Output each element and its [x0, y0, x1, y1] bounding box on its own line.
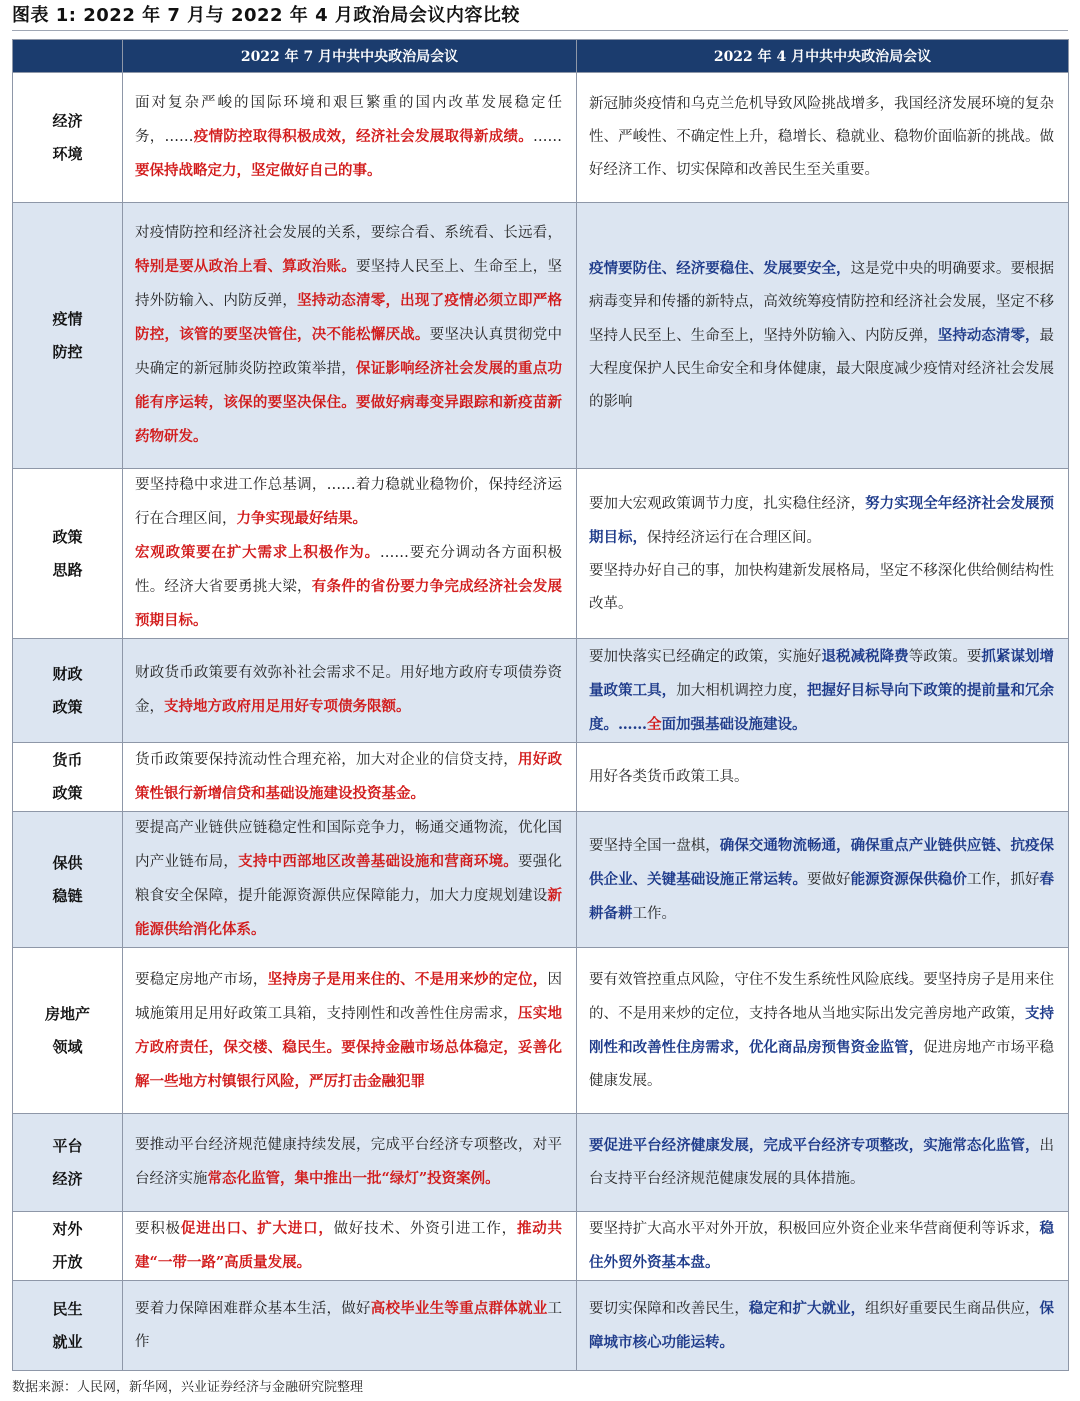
text-segment: 用好各类货币政策工具。 [589, 768, 749, 785]
highlight-blue: 支持刚性和改善性住房需求，优化商品房预售资金监管， [589, 1004, 1055, 1056]
july-cell [123, 469, 577, 639]
text-paragraph [589, 829, 1054, 931]
text-segment: 组织好重要民生商品供应， [865, 1300, 1040, 1317]
highlight-red: 压实地方政府责任，保交楼、稳民生。要保持金融市场总体稳定，妥善化解一些地方村镇银行风险，严厉打击金融犯罪 [135, 1004, 563, 1090]
category-label: 政策 [52, 784, 83, 802]
text-segment: 要做好 [806, 871, 851, 888]
category-label: 房地产 [44, 1004, 90, 1023]
july-cell [123, 1281, 577, 1371]
text-paragraph [135, 657, 562, 724]
text-paragraph [589, 1129, 1054, 1196]
highlight-red: 推动共建“一带一路”高质量发展。 [135, 1220, 563, 1271]
text-paragraph [135, 469, 562, 536]
text-segment: 货币政策要保持流动性合理充裕，加大对企业的信贷支持， [135, 752, 519, 768]
april-cell [577, 1212, 1069, 1281]
category-cell [13, 469, 123, 639]
category-label: 开放 [52, 1253, 83, 1271]
highlight-red: 宏观政策要在扩大需求上积极作为。 [135, 544, 380, 561]
text-segment: 对疫情防控和经济社会发展的关系，要综合看、系统看、长远看， [135, 225, 562, 241]
text-segment: ……要充分调动各方面积极性。经济大省要勇挑大梁， [135, 545, 562, 595]
july-cell [123, 203, 577, 469]
category-label: 防控 [52, 342, 83, 361]
table-row [13, 469, 1069, 639]
category-cell [13, 639, 123, 743]
text-segment: 工作 [135, 1301, 563, 1350]
april-cell [577, 639, 1069, 743]
text-paragraph [135, 1129, 562, 1196]
table-header-row [13, 40, 1069, 73]
text-segment: 要稳定房地产市场， [135, 971, 268, 988]
category-label: 领域 [52, 1037, 83, 1056]
text-paragraph [135, 536, 562, 638]
text-paragraph [135, 1212, 562, 1280]
category-label: 政策 [52, 697, 83, 716]
highlight-blue: 能源资源保供稳价 [850, 870, 967, 888]
april-cell [577, 73, 1069, 203]
text-paragraph [135, 812, 562, 947]
text-segment: 要切实保障和改善民生， [589, 1300, 749, 1317]
category-label: 就业 [52, 1332, 83, 1351]
category-cell [13, 948, 123, 1114]
category-label: 保供 [52, 853, 83, 872]
july-cell [123, 1212, 577, 1281]
highlight-blue: 退税减税降费 [821, 647, 909, 665]
category-cell [13, 73, 123, 203]
july-cell [123, 639, 577, 743]
text-paragraph [135, 743, 562, 811]
text-paragraph [589, 487, 1054, 555]
text-segment: 要坚持全国一盘棋， [589, 837, 720, 854]
text-segment: 保持经济运行在合理区间。 [647, 529, 821, 546]
category-label: 思路 [52, 560, 83, 579]
header-april: 2022 年 4 月中共中央政治局会议 [577, 40, 1069, 73]
text-paragraph [135, 1292, 562, 1359]
text-segment: 因城施策用足用好政策工具箱，支持刚性和改善性住房需求， [135, 971, 563, 1022]
highlight-blue: 疫情要防住、经济要稳住、发展要安全， [589, 260, 851, 277]
highlight-blue: 稳定和扩大就业， [748, 1299, 866, 1317]
text-segment: 要提高产业链供应链稳定性和国际竞争力，畅通交通物流，优化国内产业链布局， [135, 820, 562, 870]
text-segment: 要强化粮食安全保障，提升能源资源供应保障能力，加大力度规划建设 [135, 854, 563, 904]
table-row [13, 1114, 1069, 1212]
highlight-blue: 坚持动态清零， [937, 327, 1040, 344]
highlight-blue: 保障城市核心功能运转。 [589, 1299, 1055, 1351]
text-segment: 要加快落实已经确定的政策，实施好 [589, 648, 822, 665]
highlight-blue: 要促进平台经济健康发展，完成平台经济专项整改，实施常态化监管， [589, 1137, 1040, 1154]
figure-title: 图表 1: 2022 年 7 月与 2022 年 4 月政治局会议内容比较 [12, 5, 520, 26]
text-segment: 新冠肺炎疫情和乌克兰危机导致风险挑战增多，我国经济发展环境的复杂性、严峻性、不确定性上升，稳增长、稳就业、稳物价面临新的挑战。做好经济工作、切实保障和改善民生至关重要。 [589, 96, 1054, 178]
category-cell [13, 812, 123, 948]
april-cell [577, 469, 1069, 639]
text-paragraph [589, 252, 1054, 419]
category-cell [13, 1212, 123, 1281]
category-label: 政策 [52, 527, 83, 546]
category-cell [13, 1114, 123, 1212]
highlight-blue: 春耕备耕 [589, 870, 1055, 922]
category-label: 财政 [52, 664, 83, 683]
highlight-red: 力争实现最好结果。 [236, 510, 367, 527]
text-segment: 财政货币政策要有效弥补社会需求不足。用好地方政府专项债券资金， [135, 665, 562, 715]
category-label: 货币 [52, 751, 83, 769]
category-cell [13, 743, 123, 812]
text-segment: 要坚持扩大高水平对外开放，积极回应外资企业来华营商便利等诉求， [589, 1221, 1040, 1237]
highlight-red: 新能源供给消化体系。 [135, 887, 562, 938]
category-cell [13, 1281, 123, 1371]
highlight-blue: 面加强基础设施建设。 [661, 715, 807, 733]
highlight-red: 常态化监管，集中推出一批“绿灯”投资案例。 [207, 1170, 500, 1187]
text-segment: 要坚决认真贯彻党中央确定的新冠肺炎防控政策举措， [135, 327, 563, 377]
text-segment: 要加大宏观政策调节力度，扎实稳住经济， [589, 495, 866, 512]
text-segment: 工作，抓好 [966, 871, 1040, 888]
category-label: 对外 [52, 1220, 83, 1238]
text-paragraph [589, 1212, 1054, 1280]
category-label: 经济 [52, 1169, 83, 1188]
text-segment: 要有效管控重点风险，守住不发生系统性风险底线。要坚持房子是用来住的、不是用来炒的定位，支持各地从当地实际出发完善房地产政策， [589, 971, 1054, 1022]
highlight-blue: 确保交通物流畅通，确保重点产业链供应链、抗疫保供企业、关键基础设施正常运转。 [589, 836, 1055, 888]
text-segment: 工作。 [632, 905, 676, 922]
data-source: 数据来源：人民网，新华网，兴业证券经济与金融研究院整理 [12, 1380, 364, 1395]
text-segment: 这是党中央的明确要求。要根据病毒变异和传播的新特点，高效统筹疫情防控和经济社会发展，坚定不移坚持人民至上、生命至上，坚持外防输入、内防反弹， [589, 261, 1055, 344]
text-segment: 加大相机调控力度， [676, 682, 807, 699]
highlight-red: 用好政策性银行新增信贷和基础设施建设投资基金。 [135, 751, 563, 802]
text-paragraph [135, 217, 562, 454]
highlight-red: 支持地方政府用足用好专项债务限额。 [164, 698, 411, 715]
category-label: 民生 [52, 1299, 83, 1318]
highlight-red: 疫情防控取得积极成效，经济社会发展取得新成绩。 [193, 128, 533, 145]
highlight-red: 坚持动态清零，出现了疫情必须立即严格防控，该管的要坚决管住，决不能松懈厌战。 [135, 292, 563, 343]
july-cell [123, 1114, 577, 1212]
table-row [13, 812, 1069, 948]
text-paragraph [589, 761, 1054, 794]
text-paragraph [589, 88, 1054, 187]
table-body [13, 73, 1069, 1371]
comparison-table [12, 39, 1069, 1371]
april-cell [577, 812, 1069, 948]
highlight-red: 支持中西部地区改善基础设施和营商环境。 [238, 853, 519, 870]
text-segment: 做好技术、外资引进工作， [333, 1221, 517, 1237]
category-label: 疫情 [52, 309, 83, 328]
table-row [13, 73, 1069, 203]
april-cell [577, 1281, 1069, 1371]
highlight-red: 特别是要从政治上看、算政治账。 [135, 258, 356, 275]
text-segment: 出台支持平台经济规范健康发展的具体措施。 [589, 1138, 1054, 1187]
category-label: 稳链 [52, 886, 83, 905]
text-segment: …… [533, 129, 562, 145]
highlight-red: 坚持房子是用来住的、不是用来炒的定位， [267, 970, 548, 988]
text-paragraph [135, 87, 562, 188]
april-cell [577, 743, 1069, 812]
highlight-blue: 抓紧谋划增量政策工具， [589, 647, 1055, 699]
header-category [13, 40, 123, 73]
text-paragraph [589, 964, 1054, 1098]
july-cell [123, 73, 577, 203]
text-paragraph [589, 640, 1054, 742]
highlight-blue: 努力实现全年经济社会发展预期目标， [589, 494, 1055, 546]
highlight-red: 有条件的省份要力争完成经济社会发展预期目标。 [135, 578, 563, 629]
highlight-red: 保证影响经济社会发展的重点功能有序运转，该保的要坚决保住。要做好病毒变异跟踪和新疫苗新药物研发。 [135, 360, 563, 445]
text-segment: 要推动平台经济规范健康持续发展，完成平台经济专项整改，对平台经济实施 [135, 1137, 562, 1187]
title-divider [12, 30, 1068, 31]
category-label: 平台 [52, 1136, 83, 1155]
text-segment: 要积极 [135, 1221, 181, 1237]
table-row [13, 203, 1069, 469]
table-row [13, 743, 1069, 812]
table-row [13, 948, 1069, 1114]
category-cell [13, 203, 123, 469]
highlight-red: 全 [647, 715, 662, 733]
category-label: 环境 [52, 144, 83, 163]
highlight-red: 高校毕业生等重点群体就业 [370, 1300, 548, 1317]
july-cell [123, 812, 577, 948]
table-row [13, 1212, 1069, 1281]
text-segment: 面对复杂严峻的国际环境和艰巨繁重的国内改革发展稳定任务，…… [135, 95, 562, 145]
april-cell [577, 1114, 1069, 1212]
july-cell [123, 743, 577, 812]
table-row [13, 639, 1069, 743]
text-segment: 要坚持办好自己的事，加快构建新发展格局，坚定不移深化供给侧结构性改革。 [589, 562, 1054, 612]
highlight-blue: 把握好目标导向下政策的提前量和冗余度。…… [589, 681, 1055, 733]
text-segment: 促进房地产市场平稳健康发展。 [589, 1039, 1055, 1089]
highlight-blue: 稳住外贸外资基本盘。 [589, 1220, 1054, 1271]
text-segment: 要坚持人民至上、生命至上，坚持外防输入、内防反弹， [135, 259, 563, 309]
highlight-red: 要保持战略定力，坚定做好自己的事。 [135, 162, 382, 179]
text-segment: 最大程度保护人民生命安全和身体健康，最大限度减少疫情对经济社会发展的影响 [589, 328, 1055, 410]
header-july: 2022 年 7 月中共中央政治局会议 [123, 40, 577, 73]
text-segment: 要坚持稳中求进工作总基调，……着力稳就业稳物价，保持经济运行在合理区间， [135, 477, 562, 527]
text-segment: 要着力保障困难群众基本生活，做好 [135, 1301, 371, 1317]
april-cell [577, 203, 1069, 469]
text-paragraph [589, 1292, 1054, 1360]
highlight-red: 促进出口、扩大进口， [180, 1220, 334, 1237]
table-row [13, 1281, 1069, 1371]
category-label: 经济 [52, 111, 83, 130]
text-paragraph [589, 555, 1054, 621]
july-cell [123, 948, 577, 1114]
april-cell [577, 948, 1069, 1114]
text-segment: 等政策。要 [908, 648, 982, 665]
text-paragraph [135, 963, 562, 1099]
